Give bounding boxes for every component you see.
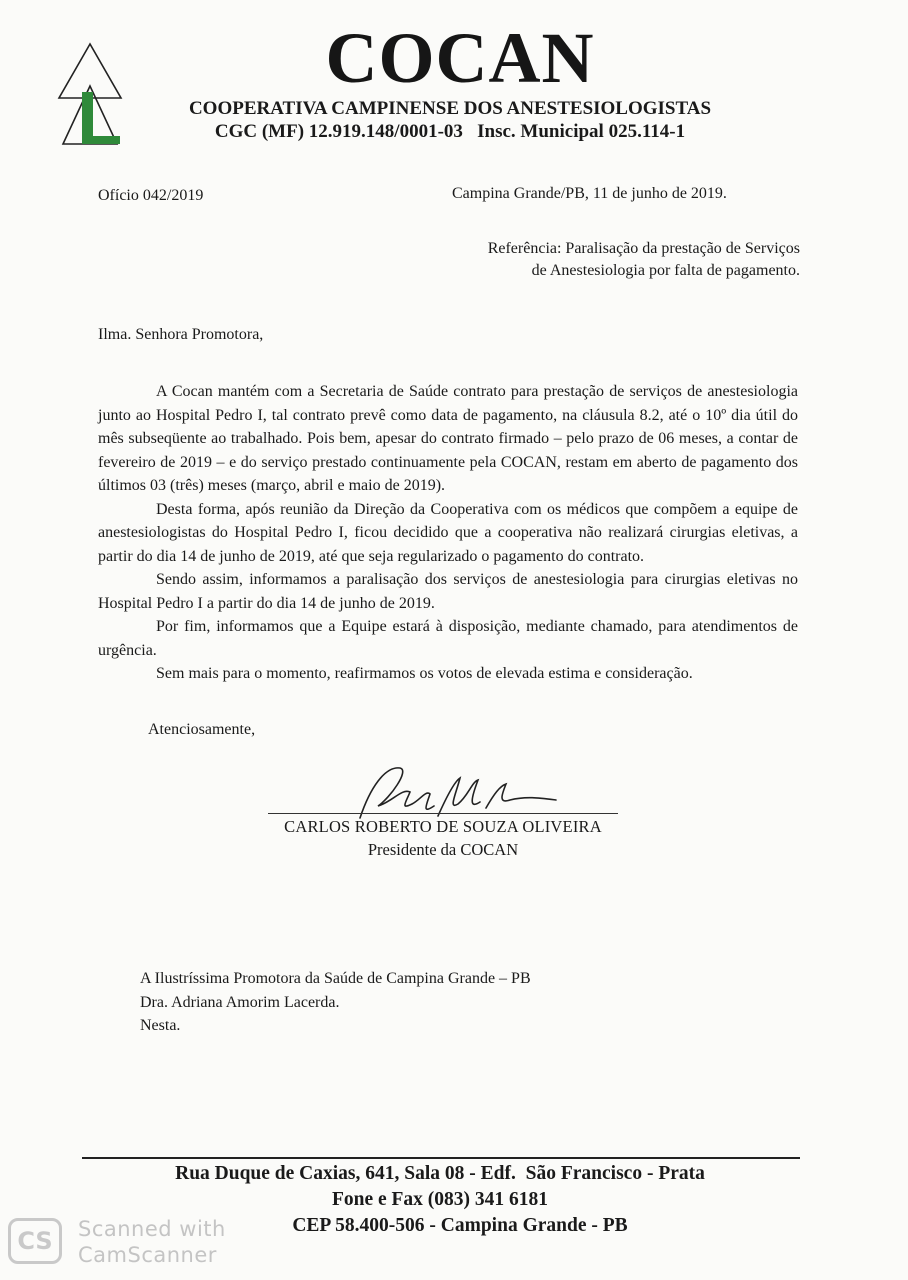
signer-name: CARLOS ROBERTO DE SOUZA OLIVEIRA [284, 817, 602, 836]
paragraph-2: Desta forma, após reunião da Direção da Cooperativa com os médicos que compõem a equipe de anestesiologistas do Hospital Pedro I, ficou decidido que a cooperativa não realizará cirurgias eletivas, a partir do dia 14 de junho de 2019, até que seja regularizado o pagamento do contrato. [98, 500, 798, 565]
organization-name: COOPERATIVA CAMPINENSE DOS ANESTESIOLOGISTAS [188, 98, 712, 119]
camscanner-logo-icon: CS [8, 1218, 62, 1264]
addressee-line-1: A Ilustríssima Promotora da Saúde de Campina Grande – PB [140, 970, 531, 987]
cocan-tree-logo [55, 40, 125, 150]
paragraph-4: Por fim, informamos que a Equipe estará à disposição, mediante chamado, para atendimentos de urgência. [98, 618, 798, 659]
reference [380, 238, 800, 282]
addressee-block [140, 967, 700, 1038]
reference-line-1: Referência: Paralisação da prestação de Serviços [487, 240, 800, 257]
footer-divider [82, 1157, 800, 1159]
watermark-line-2: CamScanner [78, 1243, 217, 1267]
signer-title: Presidente da COCAN [367, 840, 519, 859]
registration-numbers: CGC (MF) 12.919.148/0001-03 Insc. Municipal 025.114-1 [214, 121, 686, 142]
reference-line-2: de Anestesiologia por falta de pagamento. [531, 262, 800, 279]
place-date: Campina Grande/PB, 11 de junho de 2019. [452, 185, 727, 202]
footer-phone: Fone e Fax (083) 341 6181 [331, 1189, 549, 1210]
addressee-line-2: Dra. Adriana Amorim Lacerda. [140, 993, 340, 1011]
signature-line [268, 813, 618, 814]
footer-address: Rua Duque de Caxias, 641, Sala 08 - Edf. São Francisco - Prata [175, 1163, 705, 1184]
salutation: Ilma. Senhora Promotora, [98, 326, 264, 343]
camscanner-watermark [8, 1212, 238, 1272]
letter-number: Ofício 042/2019 [98, 187, 204, 204]
letter-body [98, 380, 798, 686]
brand-title: COCAN [325, 18, 595, 98]
paragraph-1: A Cocan mantém com a Secretaria de Saúde contrato para prestação de serviços de anestesiologia junto ao Hospital Pedro I, tal contrato prevê como data de pagamento, na cláusula 8.2, até o 10º dia útil do mês subseqüente ao trabalhado. Pois bem, apesar do contrato firmado – pelo prazo de 06 meses, a contar de fevereiro de 2019 – e do serviço prestado continuamente pela COCAN, restam em aberto de pagamento dos últimos 03 (três) meses (março, abril e maio de 2019). [98, 383, 798, 494]
footer-cep: CEP 58.400-506 - Campina Grande - PB [292, 1215, 628, 1236]
paragraph-5: Sem mais para o momento, reafirmamos os votos de elevada estima e consideração. [156, 665, 693, 682]
closing: Atenciosamente, [148, 721, 256, 738]
addressee-line-3: Nesta. [140, 1017, 181, 1034]
watermark-line-1: Scanned with [78, 1217, 226, 1241]
paragraph-3: Sendo assim, informamos a paralisação dos serviços de anestesiologia para cirurgias eletivas no Hospital Pedro I a partir do dia 14 de junho de 2019. [98, 571, 798, 612]
